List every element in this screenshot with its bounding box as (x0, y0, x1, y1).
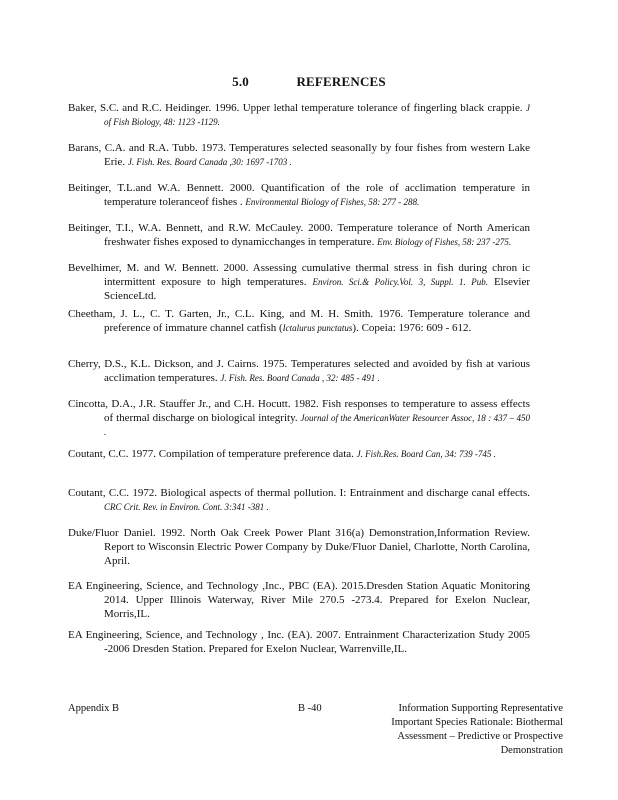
reference-entry: Cincotta, D.A., J.R. Stauffer Jr., and C.H. Hocutt. 1982. Fish responses to temperature to assess effects of thermal discharge on biological integrity. Journal of the AmericanWater Resourcer Assoc, 18 : 437 – 450 . (68, 398, 530, 437)
reference-entry: Coutant, C.C. 1977. Compilation of temperature preference data. J. Fish.Res. Board Can, 34: 739 -745 . (68, 448, 496, 460)
footer-page-number: B -40 (298, 703, 322, 714)
reference-list (68, 101, 530, 668)
footer-document-title: Information Supporting Representative Important Species Rationale: Biothermal Assessment – Predictive or Prospective Demonstration (391, 703, 563, 756)
reference-entry: Beitinger, T.I., W.A. Bennett, and R.W. McCauley. 2000. Temperature tolerance of North American freshwater fishes exposed to dynamicchanges in temperature. Env. Biology of Fishes, 58: 237 -275. (68, 222, 530, 248)
reference-entry: Cherry, D.S., K.L. Dickson, and J. Cairns. 1975. Temperatures selected and avoided by fish at various acclimation temperatures. J. Fish. Res. Board Canada , 32: 485 - 491 . (68, 358, 530, 384)
section-heading (0, 74, 618, 90)
footer-appendix: Appendix B (68, 703, 120, 714)
reference-entry: Bevelhimer, M. and W. Bennett. 2000. Assessing cumulative thermal stress in fish during chron ic intermittent exposure to high temperatures. Environ. Sci.& Policy.Vol. 3, Suppl. 1. Pub. Elsevier ScienceLtd. (68, 262, 530, 302)
reference-entry: EA Engineering, Science, and Technology , Inc. (EA). 2007. Entrainment Characterization Study 2005 -2006 Dresden Station. Prepared for Exelon Nuclear, Warrenville,IL. (68, 629, 530, 655)
reference-entry: Cheetham, J. L., C. T. Garten, Jr., C.L. King, and M. H. Smith. 1976. Temperature tolerance and preference of immature channel catfish (Ictalurus punctatus). Copeia: 1976: 609 - 612. (68, 308, 530, 334)
reference-entry: Baker, S.C. and R.C. Heidinger. 1996. Upper lethal temperature tolerance of fingerling black crappie. J of Fish Biology, 48: 1123 -1129. (68, 102, 530, 127)
reference-entry: Beitinger, T.L.and W.A. Bennett. 2000. Quantification of the role of acclimation temperature in temperature toleranceof fishes . Environmental Biology of Fishes, 58: 277 - 288. (68, 182, 530, 208)
reference-entry: EA Engineering, Science, and Technology ,Inc., PBC (EA). 2015.Dresden Station Aquatic Monitoring 2014. Upper Illinois Waterway, River Mile 270.5 -273.4. Prepared for Exelon Nuclear, Morris,IL. (68, 580, 530, 620)
section-title: REFERENCES (296, 74, 386, 89)
reference-entry: Duke/Fluor Daniel. 1992. North Oak Creek Power Plant 316(a) Demonstration,Information Review. Report to Wisconsin Electric Power Company by Duke/Fluor Daniel, Charlotte, North Carolina, April. (68, 527, 530, 567)
reference-entry: Barans, C.A. and R.A. Tubb. 1973. Temperatures selected seasonally by four fishes from western Lake Erie. J. Fish. Res. Board Canada ,30: 1697 -1703 . (68, 142, 530, 168)
reference-entry: Coutant, C.C. 1972. Biological aspects of thermal pollution. I: Entrainment and discharge canal effects. CRC Crit. Rev. in Environ. Cont. 3:341 -381 . (68, 487, 530, 512)
section-number: 5.0 (232, 74, 249, 89)
